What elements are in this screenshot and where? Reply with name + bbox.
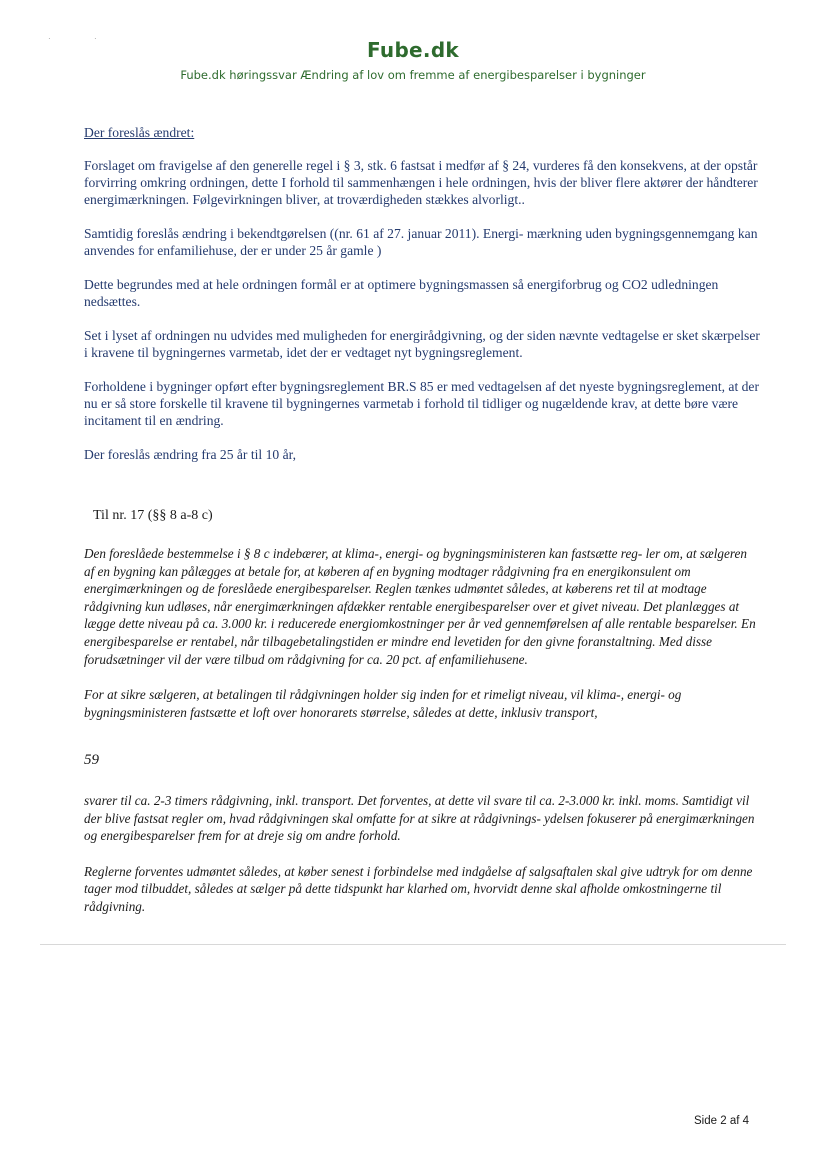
quoted-paragraph: For at sikre sælgeren, at betalingen til rådgivningen holder sig inden for et rimeligt niveau, vil klima-, energi- og bygningsministeren fastsætte et loft over honorarets størrelse, således at dette, inklusiv transport, xyxy=(84,687,682,720)
letterhead xyxy=(0,38,826,82)
brand-title: Fube.dk xyxy=(366,38,460,62)
paragraph: Dette begrundes med at hele ordningen formål er at optimere bygningsmassen så energiforbrug og CO2 udledningen nedsættes. xyxy=(84,277,719,309)
law-reference: Til nr. 17 (§§ 8 a-8 c) xyxy=(93,508,213,523)
paragraph: Set i lyset af ordningen nu udvides med muligheden for energirådgivning, og der siden nævnte vedtagelse er sket skærpelser i kravene til bygningernes varmetab, idet der er vedtaget nyt bygningsreglement. xyxy=(84,328,760,360)
quoted-paragraph: Den foreslåede bestemmelse i § 8 c indebærer, at klima-, energi- og bygningsministeren kan fastsætte reg- ler om, at sælgeren af en bygning kan pålægges at betale for, at køberen af en bygning modtager rådgivning fra en energikonsulent om energimærkningen og de foreslåede energibesparelser. Reglen tænkes udmøntet således, at køberens ret til at modtage rådgivning kun udløses, når energimærkningen afdækker rentable energibesparelser over et givet niveau. Det planlægges at lægge dette niveau på ca. 3.000 kr. i reducerede energiomkostninger per år ved gennemførelsen af alle rentable besparelser. En energibesparelse er rentabel, når tilbagebetalingstiden er mindre end levetiden for den givne foranstaltning. Med disse forudsætninger vil der være tilbud om rådgivning for ca. 20 pct. af enfamiliehusene. xyxy=(84,546,756,667)
scan-speck: · xyxy=(48,34,51,43)
quoted-law-text xyxy=(84,545,756,739)
document-subtitle: Fube.dk høringssvar Ændring af lov om fremme af energibesparelser i bygninger xyxy=(180,68,646,82)
scan-speck: · xyxy=(94,34,97,43)
paragraph: Forholdene i bygninger opført efter bygningsreglement BR.S 85 er med vedtagelsen af det nyeste bygningsreglement, at der nu er så store forskelle til kravene til bygningernes varmetab i forhold til tidliger og nugældende krav, at dette børe være incitament til en ændring. xyxy=(84,379,759,428)
quoted-paragraph: Reglerne forventes udmøntet således, at køber senest i forbindelse med indgåelse af salgsaftalen skal give udtryk for om denne tager mod tilbuddet, således at sælger på dette tidspunkt har klarhed om, hvorvidt denne skal afholde omkostningerne til rådgivning. xyxy=(84,863,753,914)
proposal-section xyxy=(84,124,764,480)
page-footer: Side 2 af 4 xyxy=(694,1115,749,1127)
quoted-paragraph: svarer til ca. 2-3 timers rådgivning, inkl. transport. Det forventes, at dette vil svare til ca. 2-3.000 kr. inkl. moms. Samtidigt vil der blive fastsat regler om, hvad rådgivningen skal omfatte for at sikre at rådgivnings- ydelsen fokuserer på energimærkningen og energibesparelser frem for at dreje sig om andre forhold. xyxy=(84,793,755,844)
section-heading: Der foreslås ændret: xyxy=(84,125,195,140)
paragraph: Samtidig foreslås ændring i bekendtgørelsen ((nr. 61 af 27. januar 2011). Energi- mærkning uden bygningsgennemgang kan anvendes for enfamiliehuse, der er under 25 år gamle ) xyxy=(84,226,758,258)
source-page-number: 59 xyxy=(84,752,99,768)
quoted-law-text-continued xyxy=(84,792,756,934)
divider xyxy=(40,944,786,945)
paragraph: Der foreslås ændring fra 25 år til 10 år, xyxy=(84,447,296,462)
paragraph: Forslaget om fravigelse af den generelle regel i § 3, stk. 6 fastsat i medfør af § 24, vurderes få den konsekvens, at der opstår forvirring omkring ordningen, dette I forhold til sammenhængen i hele ordningen, hvis der bliver flere aktører der håndterer energimærkningen. Følgevirkningen bliver, at troværdigheden stækkes alvorligt.. xyxy=(84,158,758,207)
